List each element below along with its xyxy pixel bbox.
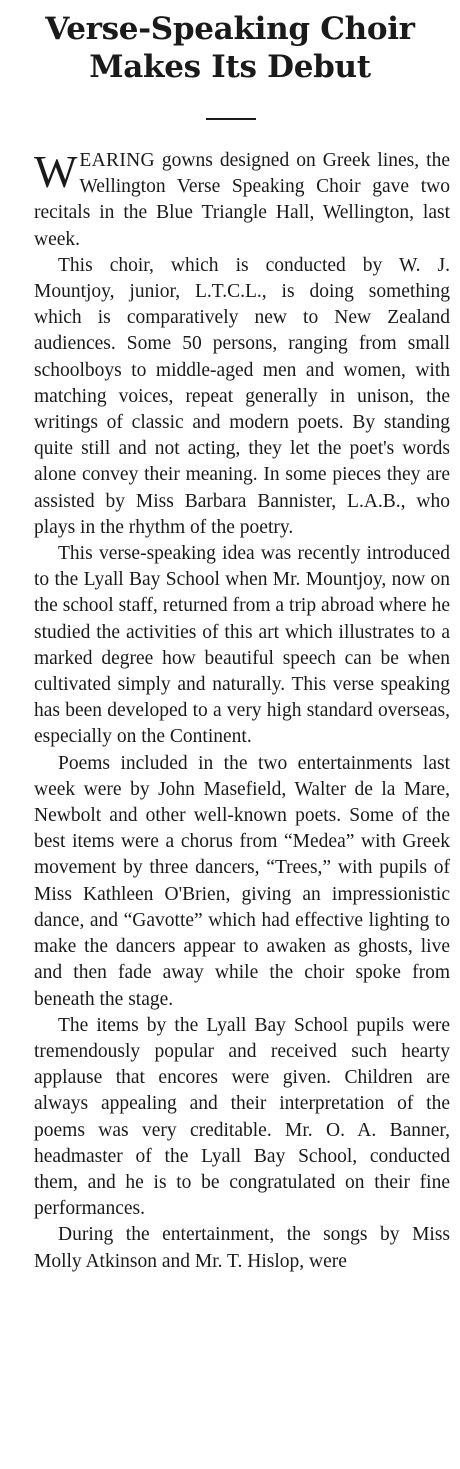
drop-cap: W [34,146,78,197]
headline-divider [206,118,256,120]
article-paragraph-5: The items by the Lyall Bay School pupils were tremendously popular and received such hearty applause that encores were given. Children are always appealing and their interpretation of the poems was very creditable. Mr. O. A. Banner, headmaster of the Lyall Bay School, conducted them, and he is to be congratulated on their fine performances. [34,1014,450,1220]
article-paragraph-3: This verse-speaking idea was recently introduced to the Lyall Bay School when Mr. Mountjoy, now on the school staff, returned from a trip abroad where he studied the activities of this art which illustrates to a marked degree how beautiful speech can be when cultivated simply and naturally. This verse speaking has been developed to a very high standard overseas, especially on the Continent. [34,543,450,748]
paragraph-text: gowns designed on Greek lines, the Wellington Verse Speaking Choir gave two recitals in the Blue Triangle Hall, Wellington, last week. [34,150,450,250]
headline-line-1: Verse-Speaking Choir [45,11,415,47]
headline-line-2: Makes Its Debut [89,49,371,85]
headline [0,10,460,86]
article-paragraph-4: Poems included in the two entertainments last week were by John Masefield, Walter de la Mare, Newbolt and other well-known poets. Some of the best items were a chorus from “Medea” with Greek movement by three dancers, “Trees,” with pupils of Miss Kathleen O'Brien, giving an impressionistic dance, and “Gavotte” which had effective lighting to make the dancers appear to awaken as ghosts, live and then fade away while the choir spoke from beneath the stage. [34,752,450,1010]
article-paragraph-1 [34,148,450,253]
article-paragraph-2: This choir, which is conducted by W. J. Mountjoy, junior, L.T.C.L., is doing something which is comparatively new to New Zealand audiences. Some 50 persons, ranging from small schoolboys to middle-aged men and women, with matching voices, repeat generally in unison, the writings of classic and modern poets. By standing quite still and not acting, they let the poet's words alone convey their meaning. In some pieces they are assisted by Miss Barbara Bannister, L.A.B., who plays in the rhythm of the poetry. [34,254,450,538]
article-body [34,148,450,1275]
article-paragraph-6: During the entertainment, the songs by Miss Molly Atkinson and Mr. T. Hislop, were [34,1224,450,1272]
opening-caps: EARING [79,150,155,171]
